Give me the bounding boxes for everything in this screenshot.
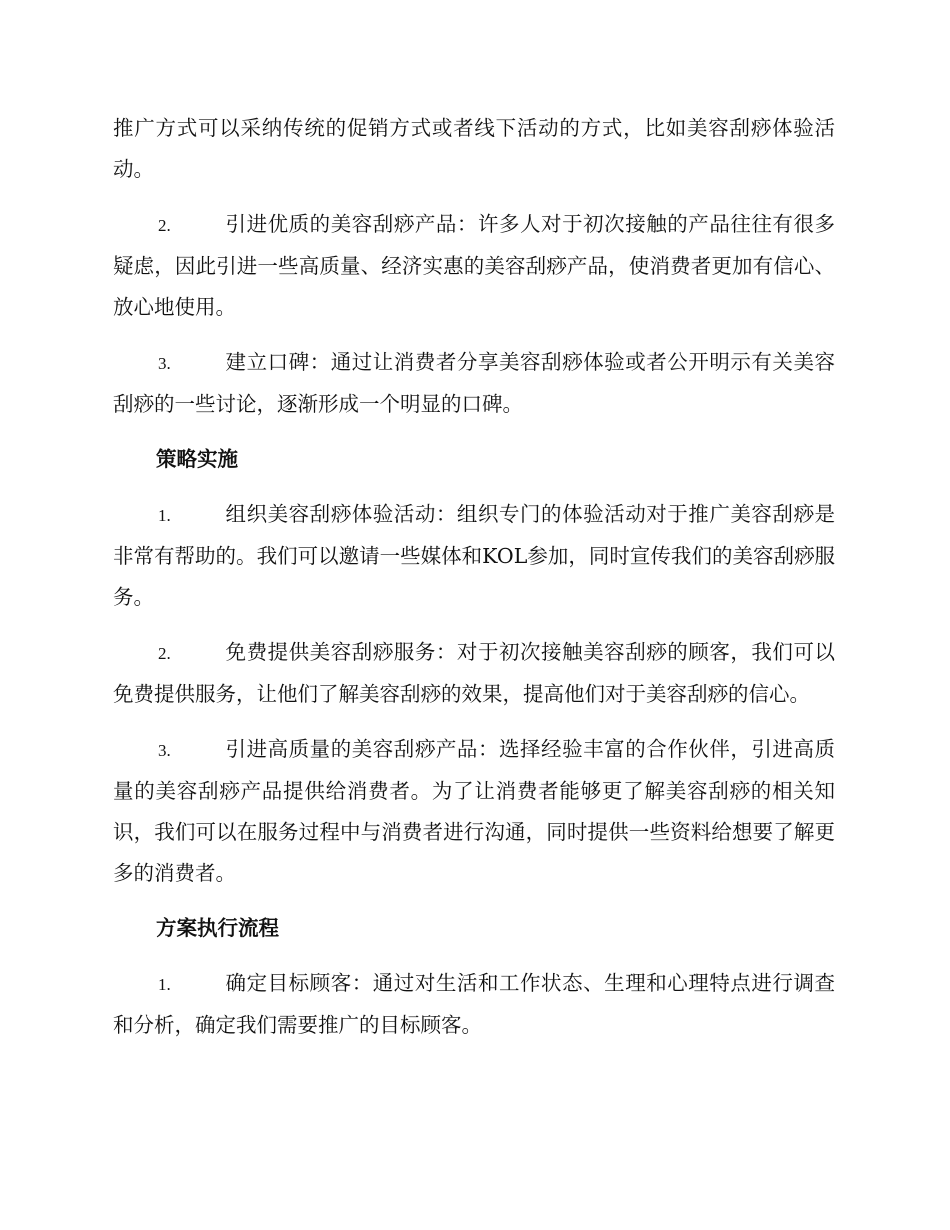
list-item-text: 组织美容刮痧体验活动：组织专门的体验活动对于推广美容刮痧是非常有帮助的。我们可以邀请一些媒体和KOL参加，同时宣传我们的美容刮痧服务。 xyxy=(113,502,835,609)
list-item-number: 1. xyxy=(158,975,171,994)
list-item xyxy=(113,632,835,715)
list-item-number: 2. xyxy=(158,644,171,663)
list-item xyxy=(113,342,835,425)
list-item-text: 建立口碑：通过让消费者分享美容刮痧体验或者公开明示有关美容刮痧的一些讨论，逐渐形成一个明显的口碑。 xyxy=(113,350,835,416)
list-promotion-methods xyxy=(113,204,835,425)
list-item-number: 1. xyxy=(158,506,171,525)
list-item xyxy=(113,729,835,894)
section-heading-strategy: 策略实施 xyxy=(156,447,238,471)
section-process xyxy=(113,908,835,1046)
list-item-text: 引进优质的美容刮痧产品：许多人对于初次接触的产品往往有很多疑虑，因此引进一些高质量、经济实惠的美容刮痧产品，使消费者更加有信心、放心地使用。 xyxy=(113,212,835,319)
list-item xyxy=(113,963,835,1046)
intro-paragraph: 推广方式可以采纳传统的促销方式或者线下活动的方式，比如美容刮痧体验活动。 xyxy=(113,116,835,181)
list-item xyxy=(113,494,835,618)
list-item-text: 引进高质量的美容刮痧产品：选择经验丰富的合作伙伴，引进高质量的美容刮痧产品提供给消费者。为了让消费者能够更了解美容刮痧的相关知识，我们可以在服务过程中与消费者进行沟通，同时提供一些资料给想要了解更多的消费者。 xyxy=(113,737,835,885)
list-item xyxy=(113,204,835,328)
list-item-number: 3. xyxy=(158,354,171,373)
document-body xyxy=(113,108,835,1060)
section-heading-process: 方案执行流程 xyxy=(156,916,279,940)
list-item-text: 免费提供美容刮痧服务：对于初次接触美容刮痧的顾客，我们可以免费提供服务，让他们了解美容刮痧的效果，提高他们对于美容刮痧的信心。 xyxy=(113,640,835,706)
list-item-number: 3. xyxy=(158,741,171,760)
list-item-text: 确定目标顾客：通过对生活和工作状态、生理和心理特点进行调查和分析，确定我们需要推广的目标顾客。 xyxy=(113,971,835,1037)
list-item-number: 2. xyxy=(158,216,171,235)
section-strategy xyxy=(113,439,835,894)
